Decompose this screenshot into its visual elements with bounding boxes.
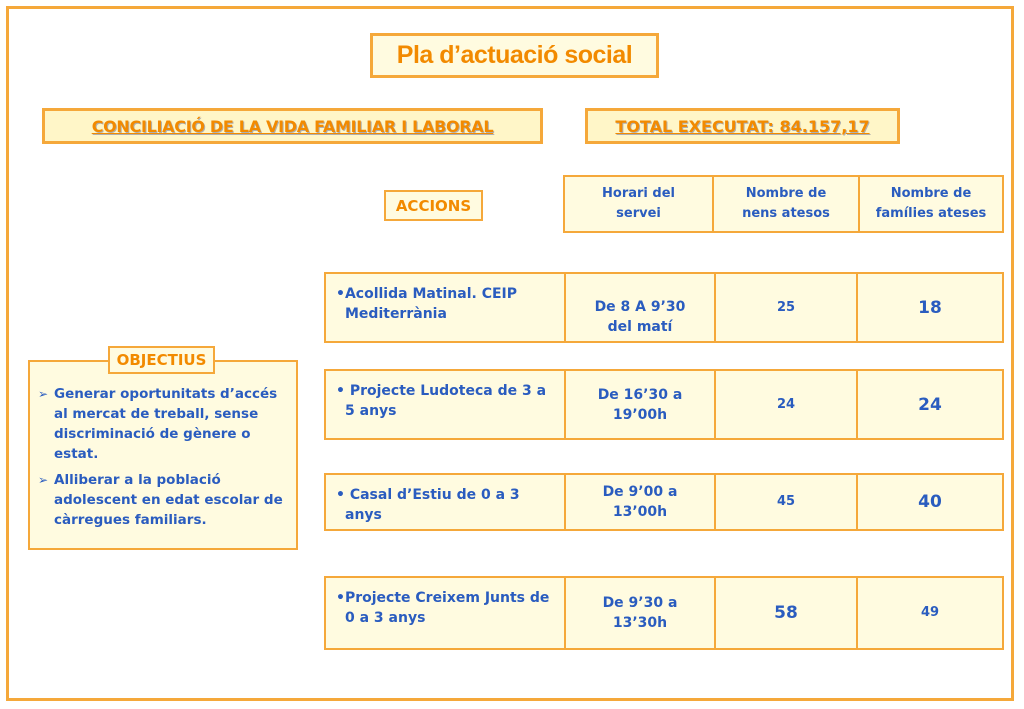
total-executed-banner: TOTAL EXECUTAT: 84.157,17 [585,108,900,144]
action-cell [326,371,564,438]
objective-text: Alliberar a la població adolescent en edat escolar de càrregues familiars. [54,472,283,528]
action-cell [326,475,564,529]
table-row [324,473,1004,531]
table-header [563,175,1004,233]
action-text: •Projecte Creixem Junts de 0 a 3 anys [336,590,550,626]
objective-item [38,384,288,464]
nens-cell: 24 [714,371,856,438]
action-text: • Projecte Ludoteca de 3 a 5 anys [336,383,547,419]
accions-label: ACCIONS [384,190,483,221]
families-cell: 49 [856,578,1002,648]
horari-cell: De 9’30 a 13’30h [564,578,714,648]
table-row [324,576,1004,650]
objective-text: Generar oportunitats d’accés al mercat de treball, sense discriminació de gènere o estat. [54,386,278,462]
horari-cell: De 8 A 9’30 del matí [564,274,714,341]
conciliation-banner: CONCILIACIÓ DE LA VIDA FAMILIAR I LABORAL [42,108,543,144]
horari-cell: De 9’00 a 13’00h [564,475,714,529]
objectius-label: OBJECTIUS [108,346,215,374]
nens-cell: 25 [714,274,856,341]
action-cell [326,274,564,341]
table-row [324,272,1004,343]
table-row [324,369,1004,440]
arrow-bullet-icon: ➢ [38,473,49,487]
objectives-box [28,360,298,550]
families-cell: 18 [856,274,1002,341]
action-text: • Casal d’Estiu de 0 a 3 anys [336,487,520,523]
horari-cell: De 16’30 a 19’00h [564,371,714,438]
header-families: Nombre de famílies ateses [858,177,1002,231]
header-nens: Nombre de nens atesos [712,177,858,231]
action-cell [326,578,564,648]
nens-cell: 45 [714,475,856,529]
families-cell: 24 [856,371,1002,438]
action-text: •Acollida Matinal. CEIP Mediterrània [336,286,518,322]
arrow-bullet-icon: ➢ [38,387,49,401]
families-cell: 40 [856,475,1002,529]
nens-cell: 58 [714,578,856,648]
objective-item [38,470,288,530]
page-title: Pla d’actuació social [370,33,659,78]
header-horari: Horari del servei [602,186,675,221]
